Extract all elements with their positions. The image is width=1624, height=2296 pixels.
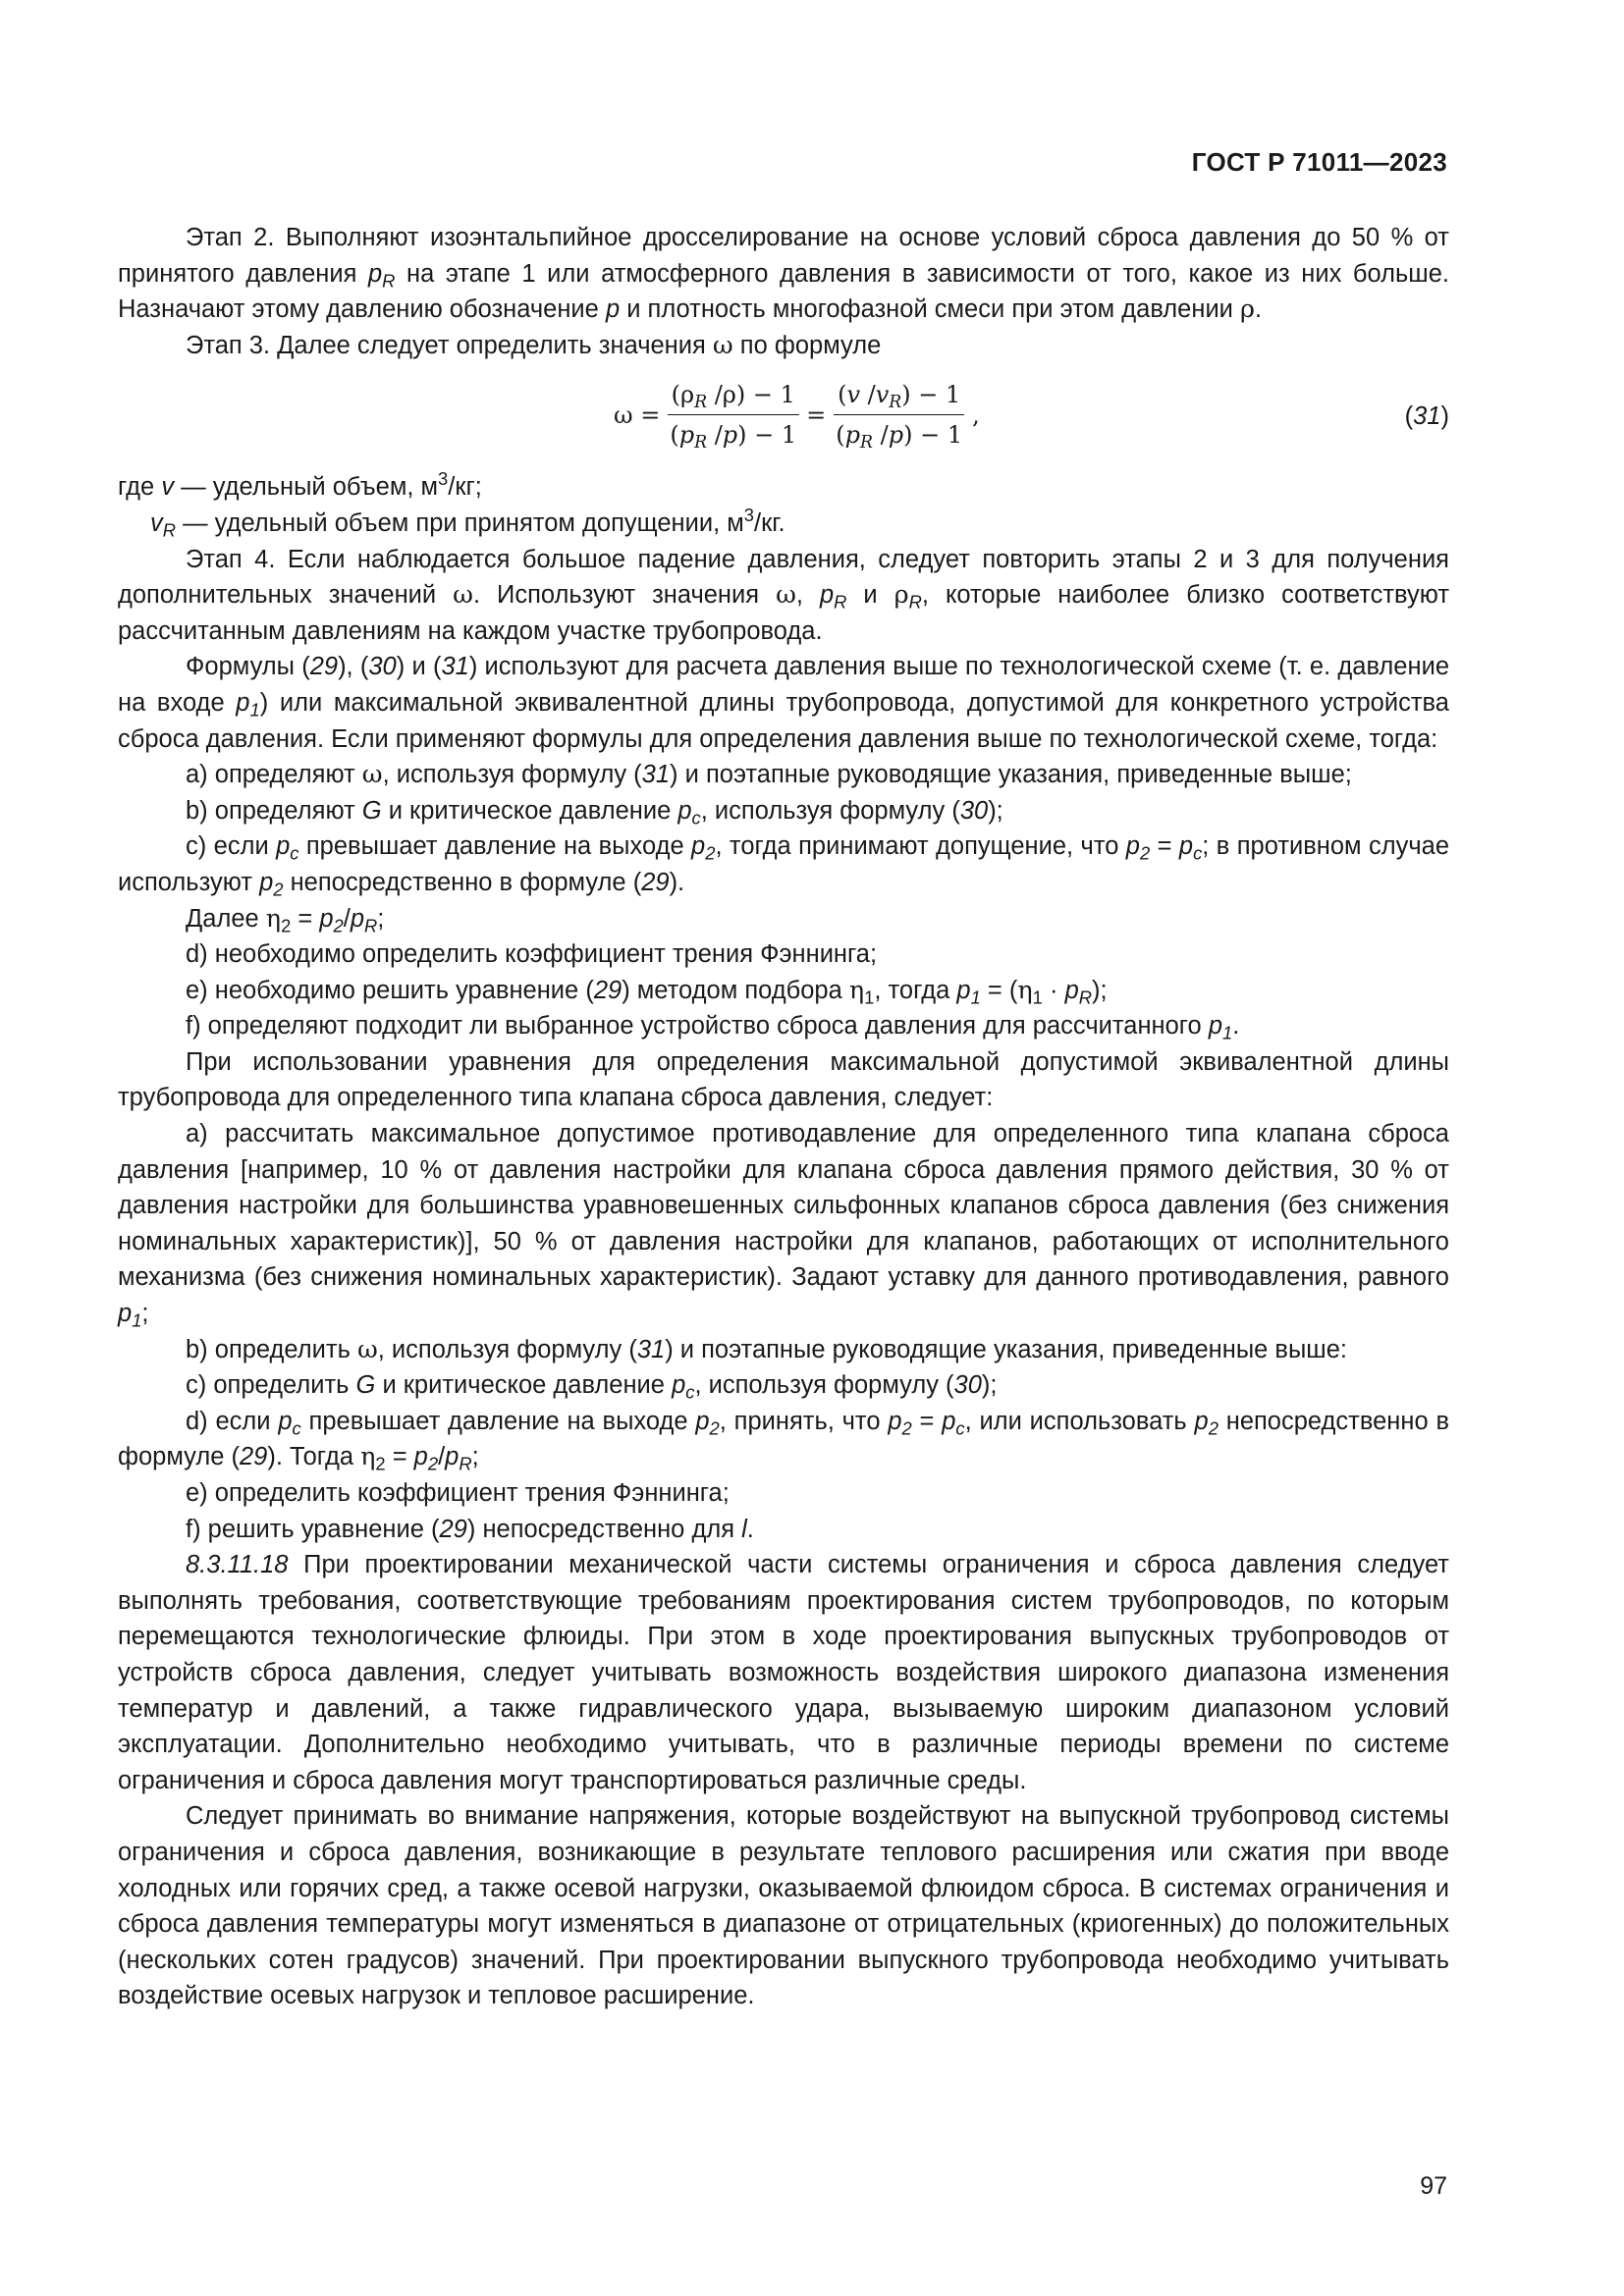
list-item-d2: d) если $p_c$ превышает давление на выходе $p_2$, принять, что $p_2 = p_c$, или использовать $p_2$ непосредственно в формуле (29). Тогда $\eta_2 = p_2/p_R$; — [118, 1407, 1449, 1474]
list-item-a2: a) рассчитать максимальное допустимое противодавление для определенного типа клапана сброса давления [например, 10 % от давления настройки для клапана сброса давления прямого действия, 30 % от давления настройки для большинства уравновешенных сильфонных клапанов сброса давления (без снижения номинальных характеристик)], 50 % от давления настройки для клапанов, работающих от исполнительного механизма (без снижения номинальных характеристик). Задают уставку для данного противодавления, равного $p_1$; — [118, 1120, 1449, 1331]
formula-fraction-2 — [832, 377, 966, 453]
paragraph-eta2: Далее $\eta_2 = p_2/p_R$; — [186, 903, 385, 935]
formula-fraction-1 — [666, 377, 800, 453]
fraction-1-denominator: ($p_R$ /p) − 1 — [670, 421, 797, 454]
formula-equals: = — [806, 400, 827, 429]
formula-tail: , — [972, 400, 980, 429]
paragraph-stresses: Следует принимать во внимание напряжения, которые воздействуют на выпускной трубопровод системы ограничения и сброса давления, возникающие в результате теплового расширения или сжатия при вводе холодных или горячих сред, а также осевой нагрузки, оказываемой флюидом сброса. В системах ограничения и сброса давления температуры могут изменяться в диапазоне от отрицательных (криогенных) до положительных (нескольких сотен градусов) значений. При проектировании выпускного трубопровода необходимо учитывать воздействие осевых нагрузок и тепловое расширение. — [118, 1802, 1449, 2010]
fraction-2-numerator: (v $/v_R) - 1$ — [834, 377, 964, 415]
formula-31 — [118, 371, 1449, 467]
where-line-vr: $v_R$ — удельный объем при принятом допущении, $м^3/кг$. — [150, 504, 785, 541]
standard-code: ГОСТ Р 71011—2023 — [1191, 147, 1447, 177]
fraction-2-denominator: ($p_R$ /p) − 1 — [836, 421, 963, 454]
page-number: 97 — [1420, 2172, 1447, 2200]
list-item-e2: e) определить коэффициент трения Фэннинга; — [186, 1479, 730, 1507]
list-item-a: a) определяют ω, используя формулу (31) и поэтапные руководящие указания, приведенные выше; — [186, 760, 1352, 790]
list-item-f: f) определяют подходит ли выбранное устройство сброса давления для рассчитанного $p_1$. — [186, 1012, 1240, 1043]
fraction-1-numerator: ($\rho_R$ /ρ) − 1 — [668, 377, 799, 415]
list-item-b2: b) определить ω, используя формулу (31) и поэтапные руководящие указания, приведенные выше: — [186, 1334, 1348, 1364]
page-body — [118, 220, 1449, 2014]
list-item-c: c) если $p_c$ превышает давление на выходе $p_2$, тогда принимают допущение, что $p_2 = p_c$; в противном случае используют $p_2$ непосредственно в формуле (29). — [118, 832, 1450, 900]
list-item-d: d) необходимо определить коэффициент трения Фэннинга; — [186, 940, 878, 969]
formula-lhs: ω = — [614, 400, 661, 429]
paragraph-stage-3: Этап 3. Далее следует определить значения ω по формуле — [186, 330, 882, 360]
paragraph-formulas: Формулы (29), (30) и (31) используют для расчета давления выше по технологической схеме (т. е. давление на входе $p_1$) или максимальной эквивалентной длины трубопровода, допустимой для конкретного устройства сброса давления. Если применяют формулы для определения давления выше по технологической схеме, тогда: — [118, 653, 1449, 753]
formula-body — [614, 377, 980, 453]
list-item-b: b) определяют G и критическое давление $p_c$, используя формулу (30); — [186, 796, 1003, 828]
paragraph-max-length: При использовании уравнения для определения максимальной допустимой эквивалентной длины трубопровода для определенного типа клапана сброса давления, следует: — [118, 1047, 1449, 1112]
equation-number: (31) — [1404, 402, 1449, 431]
paragraph-8-3-11-18: 8.3.11.18 При проектировании механической части системы ограничения и сброса давления следует выполнять требования, соответствующие требованиям проектирования систем трубопроводов, по которым перемещаются технологические флюиды. При этом в ходе проектирования выпускных трубопроводов от устройств сброса давления, следует учитывать возможность воздействия широкого диапазона изменения температур и давлений, а также гидравлического удара, вызываемую широким диапазоном условий эксплуатации. Дополнительно необходимо учитывать, что в различные периоды времени по системе ограничения и сброса давления могут транспортироваться различные среды. — [118, 1551, 1449, 1794]
list-item-e: e) необходимо решить уравнение (29) методом подбора $\eta_1$, тогда $p_1 = (\eta_1 \cdot p_R)$; — [186, 975, 1108, 1008]
where-line-v: где v — удельный объем, $м^3/кг$; — [118, 468, 482, 502]
list-item-f2: f) решить уравнение (29) непосредственно для l. — [186, 1515, 754, 1543]
list-item-c2: c) определить G и критическое давление $p_c$, используя формулу (30); — [186, 1371, 998, 1403]
paragraph-stage-4: Этап 4. Если наблюдается большое падение давления, следует повторить этапы 2 и 3 для получения дополнительных значений ω. Используют значения ω, $p_R$ и $\rho_R$, которые наиболее близко соответствуют рассчитанным давлениям на каждом участке трубопровода. — [118, 545, 1450, 645]
paragraph-stage-2: Этап 2. Выполняют изоэнтальпийное дросселирование на основе условий сброса давления до 50 % от принятого давления $p_R$ на этапе 1 или атмосферного давления в зависимости от того, какое из них больше. Назначают этому давлению обозначение p и плотность многофазной смеси при этом давлении ρ. — [118, 224, 1449, 325]
